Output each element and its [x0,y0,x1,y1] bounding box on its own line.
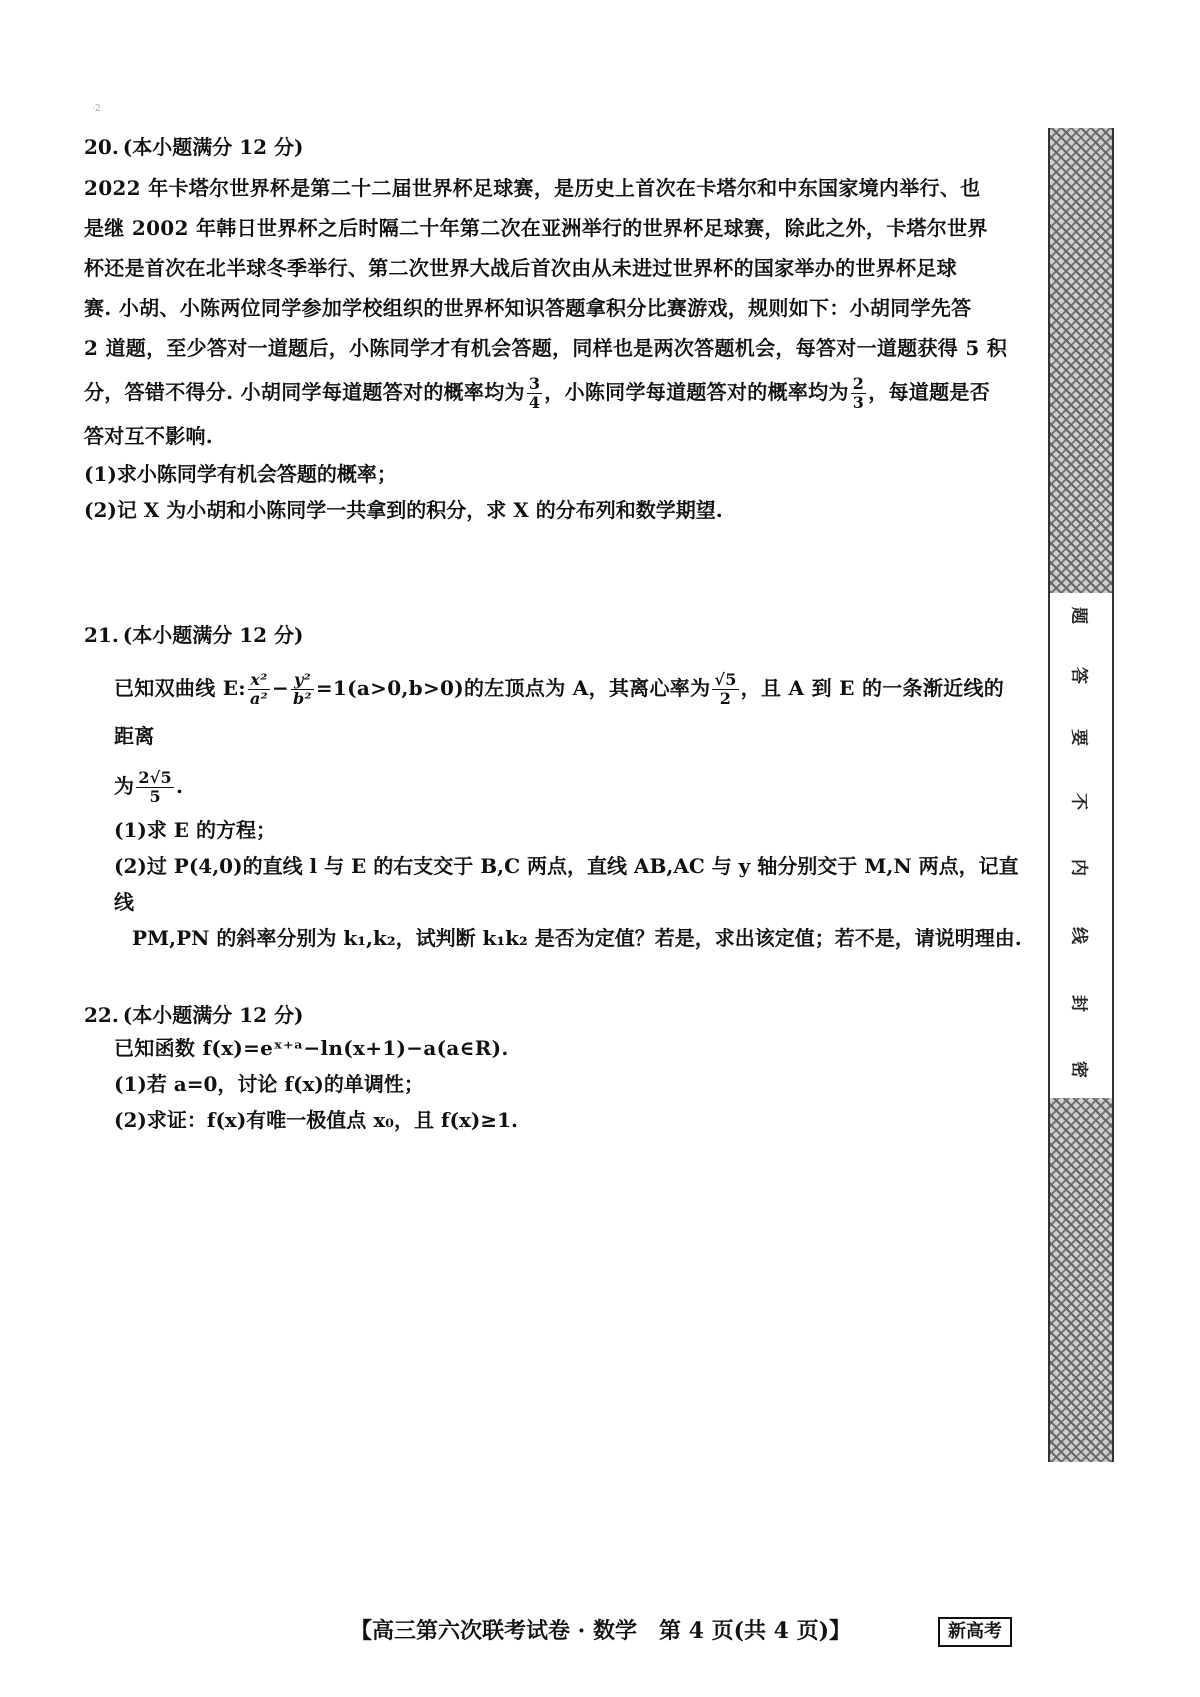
sealing-line-notice [1048,593,1114,1098]
text-fragment: ，小陈同学每道题答对的概率均为 [544,380,849,404]
fraction-3-4 [527,375,542,412]
paragraph-line: 赛. 小胡、小陈两位同学参加学校组织的世界杯知识答题拿积分比赛游戏，规则如下：小胡同学先答 [84,296,972,320]
paragraph-line: 2 道题，至少答对一道题后，小陈同学才有机会答题，同样也是两次答题机会，每答对一道题获得 5 积 [84,336,1008,360]
sealing-char: 密 [1068,1061,1089,1078]
question-score: (本小题满分 12 分) [122,135,304,159]
fraction-2-3 [851,375,866,412]
corner-mark: ·2 [92,104,101,114]
question-number: 21. [84,623,119,647]
subquestion-2: (2)记 X 为小胡和小陈同学一共拿到的积分，求 X 的分布列和数学期望. [84,498,723,522]
fraction-numerator: y² [291,671,314,690]
fraction-numerator: x² [248,671,270,690]
exam-type-badge: 新高考 [938,1617,1012,1647]
sealing-char: 题 [1068,607,1089,624]
fraction-numerator: 3 [528,374,541,393]
paragraph-line [84,368,1024,416]
fraction-x2-a2 [248,671,270,708]
paragraph-line: 是继 2002 年韩日世界杯之后时隔二十年第二次在亚洲举行的世界杯足球赛，除此之外，卡塔尔世界 [84,216,988,240]
sealing-char: 线 [1068,927,1089,944]
question-20 [84,132,1024,528]
binding-strip [1048,128,1110,1462]
text-fragment: 分，答错不得分. 小胡同学每道题答对的概率均为 [84,380,525,404]
question-21 [84,620,1024,956]
paragraph-line: 杯还是首次在北半球冬季举行、第二次世界大战后首次由从未进过世界杯的国家举办的世界杯足球 [84,256,957,280]
text-fragment: 为 [114,774,135,798]
paragraph-line [84,664,1024,760]
sealing-char: 答 [1068,667,1089,684]
fraction-denominator: 3 [852,393,865,412]
text-fragment: =1(a>0,b>0)的左顶点为 A，其离心率为 [315,676,711,700]
fraction-sqrt5-2 [712,671,738,708]
sealing-char: 封 [1068,995,1089,1012]
text-fragment: . [176,774,184,798]
text-fragment: ，每道题是否 [868,380,991,404]
subquestion-2: (2)求证：f(x)有唯一极值点 x₀，且 f(x)≥1. [114,1108,518,1132]
sealing-char: 要 [1068,729,1089,746]
fraction-denominator: 4 [528,393,541,412]
text-fragment: ，且 A 到 E 的一条渐近线的距离 [114,676,1005,748]
page-footer [0,1613,1200,1649]
decorative-pattern [1048,128,1114,593]
fraction-numerator: 2√5 [138,768,172,787]
fraction-denominator: 5 [149,787,161,806]
paragraph-line: 已知函数 f(x)=eˣ⁺ᵃ−ln(x+1)−a(a∈R). [114,1036,509,1060]
question-22 [84,1000,1024,1138]
footer-title: 【高三第六次联考试卷 · 数学 第 4 页(共 4 页)】 [350,1618,852,1644]
text-fragment: 已知双曲线 E: [114,676,246,700]
fraction-2sqrt5-5 [136,769,174,806]
question-22-header [84,1000,1024,1030]
paragraph-line: 2022 年卡塔尔世界杯是第二十二届世界杯足球赛，是历史上首次在卡塔尔和中东国家境内举行、也 [84,176,981,200]
sealing-char: 内 [1068,859,1089,876]
fraction-denominator: b² [293,689,312,708]
minus-sign: − [271,676,290,700]
sealing-char: 不 [1068,793,1089,810]
question-number: 20. [84,135,119,159]
fraction-denominator: 2 [719,689,732,708]
decorative-pattern [1048,1098,1114,1462]
question-score: (本小题满分 12 分) [122,1003,304,1027]
question-21-header [84,620,1024,650]
subquestion-1: (1)求小陈同学有机会答题的概率； [84,462,397,486]
subquestion-2: (2)过 P(4,0)的直线 l 与 E 的右支交于 B,C 两点，直线 AB,AC 与 y 轴分别交于 M,N 两点，记直线 [114,854,1019,914]
question-score: (本小题满分 12 分) [122,623,304,647]
fraction-numerator: 2 [852,374,865,393]
fraction-y2-b2 [291,671,314,708]
fraction-numerator: √5 [714,670,737,689]
subquestion-2-continued: PM,PN 的斜率分别为 k₁,k₂，试判断 k₁k₂ 是否为定值？若是，求出该定值；若不是，请说明理由. [132,926,1022,950]
paragraph-line [84,760,1024,812]
question-number: 22. [84,1003,119,1027]
subquestion-1: (1)求 E 的方程； [114,818,277,842]
paragraph-line: 答对互不影响. [84,424,214,448]
question-20-header [84,132,1024,162]
fraction-denominator: a² [250,689,268,708]
subquestion-1: (1)若 a=0，讨论 f(x)的单调性； [114,1072,424,1096]
